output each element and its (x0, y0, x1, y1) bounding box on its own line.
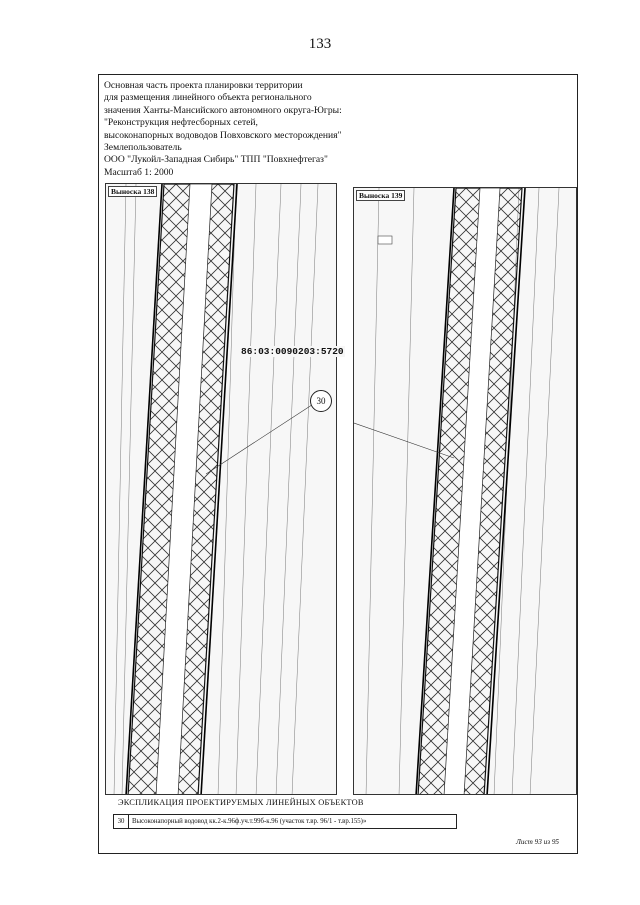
explication-row-number: 30 (114, 815, 129, 828)
map-drawing-left (106, 184, 337, 795)
object-marker-circle: 30 (310, 390, 332, 412)
explication-row-text: Высоконапорный водовод кк.2-к.96ф.уч.т.99б-к.96 (участок т.вр. 96/1 - т.вр.155)» (132, 818, 367, 825)
header-line-1: Основная часть проекта планировки территории (104, 80, 303, 91)
explication-title: ЭКСПЛИКАЦИЯ ПРОЕКТИРУЕМЫХ ЛИНЕЙНЫХ ОБЪЕКТОВ (118, 798, 364, 807)
explication-row (113, 814, 457, 829)
sheet-label: Лист 93 из 95 (516, 838, 560, 846)
header-line-6: Землепользователь (104, 142, 182, 154)
map-drawing-right (354, 188, 577, 795)
title-block (104, 80, 342, 179)
header-line-2: для размещения линейного объекта регионального (104, 92, 312, 104)
header-line-3: значения Ханты-Мансийского автономного округа-Югры: (104, 104, 342, 116)
header-line-4: "Реконструкция нефтесборных сетей, (104, 117, 258, 129)
cadastral-number-label: 86:03:0090203:5720 (241, 346, 344, 357)
map-callout-left (105, 183, 337, 795)
callout-label-139: Выноска 139 (356, 190, 405, 201)
page-number: 133 (308, 36, 332, 52)
callout-label-138: Выноска 138 (108, 186, 157, 197)
map-callout-right (353, 187, 577, 795)
header-line-7: ООО "Лукойл-Западная Сибирь" ТПП "Повхнефтегаз" (104, 154, 328, 166)
header-line-5: высоконапорных водоводов Повховского месторождения" (104, 129, 342, 141)
header-line-8: Масштаб 1: 2000 (104, 166, 174, 178)
